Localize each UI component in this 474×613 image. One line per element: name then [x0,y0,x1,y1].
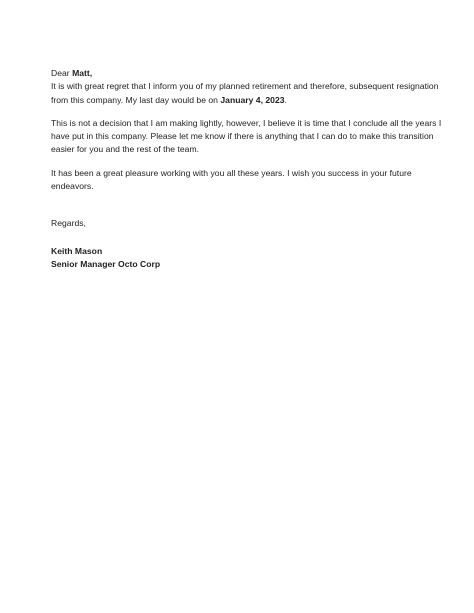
paragraph-decision: This is not a decision that I am making lightly, however, I believe it is time that I conclude all the years I have put in this company. Please let me know if there is anything that I can do to make this transition easier for you and the rest of the team. [51,117,442,155]
paragraph-retirement-text: It is with great regret that I inform you of my planned retirement and therefore, subsequent resignation from this company. My last day would be on [51,81,439,105]
salutation [51,67,446,80]
greeting-punctuation: , [89,68,93,78]
signature-block [51,245,446,272]
letter-body [51,67,446,271]
closing-regards: Regards, [51,218,86,229]
paragraph-gratitude: It has been a great pleasure working with you all these years. I wish you success in your future endeavors. [51,167,412,192]
recipient-name: Matt [72,68,90,78]
sender-title: Senior Manager Octo Corp [51,258,161,269]
paragraph-retirement-notice [51,80,446,107]
greeting-word: Dear [51,68,73,78]
sender-name: Keith Mason [51,245,103,256]
paragraph-retirement-end: . [284,94,287,105]
last-day-date: January 4, 2023 [220,94,285,105]
